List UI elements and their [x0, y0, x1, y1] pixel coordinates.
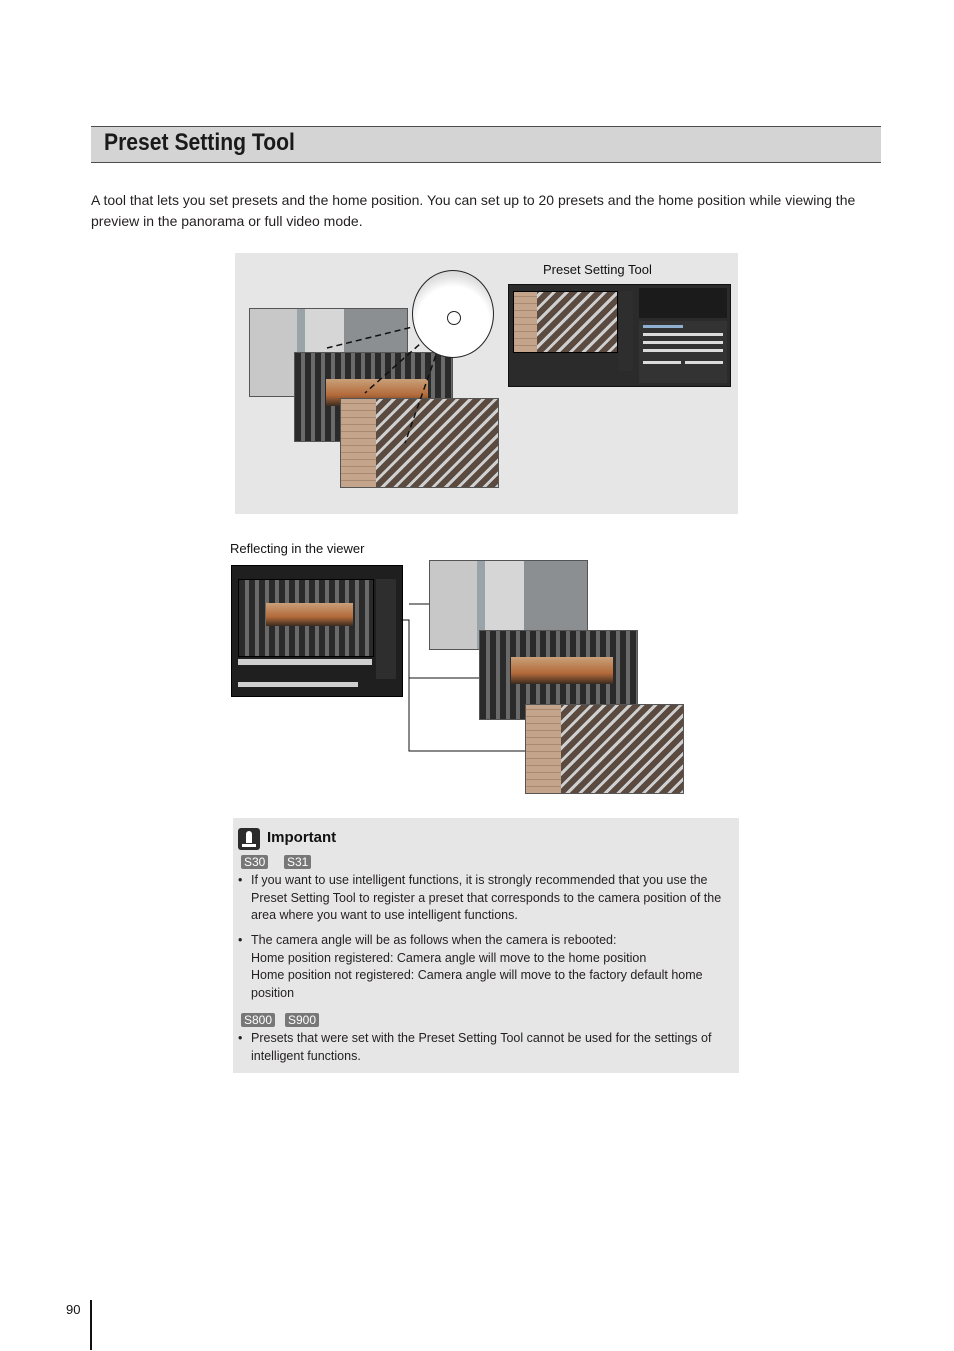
figure-caption: Reflecting in the viewer: [230, 541, 365, 556]
camera-dome-icon: [412, 270, 494, 358]
viewer-status-bar: [238, 659, 372, 665]
panorama-panel: [639, 288, 727, 318]
viewer-screenshot: [231, 565, 403, 697]
preset-tool-screenshot: [508, 284, 731, 387]
note-item: • If you want to use intelligent functions, it is strongly recommended that you use the Preset Setting Tool to register a preset that corresponds to the camera position of the area where you want to use intelligent functions.: [238, 873, 722, 922]
important-icon: [238, 828, 260, 850]
page-number-rule: [90, 1300, 92, 1350]
note-item: • The camera angle will be as follows when the camera is rebooted: Home position registered: Camera angle will move to the home position Home position not registered: Camera angle will move to the factory default home position: [238, 932, 734, 1002]
important-heading: Important: [267, 829, 337, 846]
viewer-side-controls: [376, 579, 396, 679]
section-title-bar: [91, 126, 881, 163]
page-title: Preset Setting Tool: [104, 129, 295, 156]
preset-tool-figure: [235, 253, 738, 514]
intro-paragraph: A tool that lets you set presets and the home position. You can set up to 20 presets and the home position while viewing the preview in the panorama or full video mode.: [91, 192, 856, 229]
preset-settings-panel: [639, 321, 727, 383]
model-badge: S30: [241, 855, 268, 869]
model-badge: S800: [241, 1013, 275, 1027]
preview-controls: [619, 291, 633, 371]
viewer-preset-select: [238, 682, 358, 687]
stairs-photo: [525, 704, 684, 794]
camera-lens-icon: [447, 311, 461, 325]
preview-photo: [513, 291, 618, 353]
model-badge: S31: [284, 855, 311, 869]
note-sub-line: Home position registered: Camera angle will move to the home position: [251, 950, 647, 965]
note-sub-line: Home position not registered: Camera angle will move to the factory default home position: [251, 968, 703, 1000]
model-badge: S900: [285, 1013, 319, 1027]
figure-caption: Preset Setting Tool: [543, 262, 652, 277]
important-note: [233, 818, 739, 1073]
viewer-video: [238, 579, 374, 657]
page-number: 90: [66, 1302, 81, 1317]
note-item: • Presets that were set with the Preset Setting Tool cannot be used for the settings of intelligent functions.: [238, 1031, 712, 1063]
